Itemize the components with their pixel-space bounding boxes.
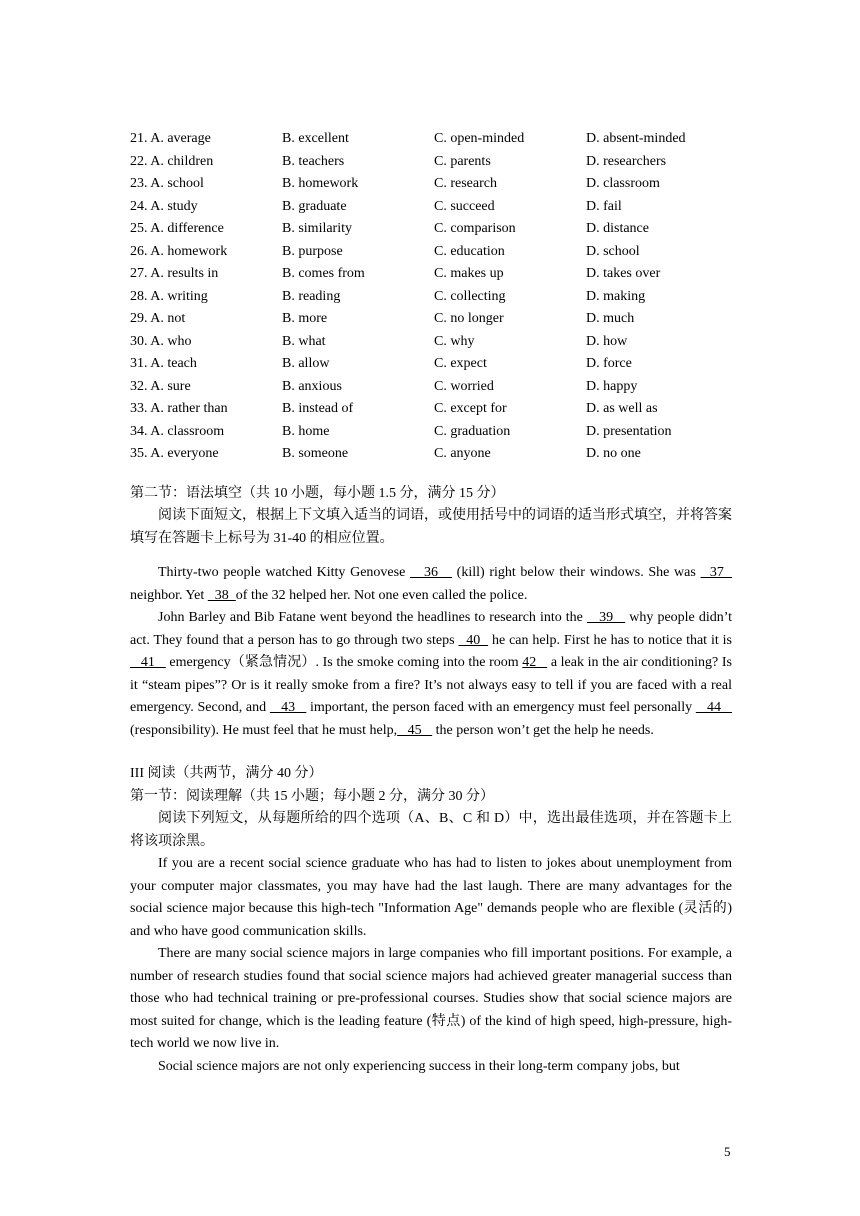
text-run: a leak in the air conditioning? Is it “steam pipes”? Or is it really smoke from a fire? It’s not always easy to tell if you are faced with a real emergency. Second, and <box>130 655 733 715</box>
question-option-b: B. comes from <box>282 266 365 281</box>
blank-44: 44 <box>695 700 732 715</box>
question-option-d: D. presentation <box>586 423 672 439</box>
question-option-a: 32. A. sure <box>130 378 191 394</box>
page-number: 5 <box>724 1144 731 1159</box>
blank-45: 45 <box>397 722 433 738</box>
text-run: (kill) right below their windows. She was <box>451 565 701 580</box>
question-row <box>130 353 686 376</box>
text-run: Thirty-two people watched Kitty Genovese <box>158 565 410 580</box>
question-option-d: D. takes over <box>586 266 661 281</box>
grammar-paragraph-1 <box>130 562 732 607</box>
text-run: why people didn’t act. They found that a person has to go through two steps <box>130 610 733 648</box>
question-option-c: C. open-minded <box>434 131 525 146</box>
question-option-b: B. someone <box>282 446 349 461</box>
question-option-c: C. worried <box>434 378 494 394</box>
question-option-a: 34. A. classroom <box>130 423 225 439</box>
section3-subheading: 第一节：阅读理解（共 15 小题；每小题 2 分，满分 30 分） <box>130 788 494 804</box>
reading-paragraph-1: If you are a recent social science graduate who has had to listen to jokes about unemployment from your computer major classmates, you may have had the last laugh. There are many advantages for the social science major because this high-tech "Information Age" demands people who are flexible (灵活的) and who have good communication skills. <box>130 856 732 939</box>
question-option-a: 31. A. teach <box>130 356 197 371</box>
blank-36: 36 <box>409 565 452 580</box>
question-option-d: D. as well as <box>586 401 658 416</box>
question-option-c: C. no longer <box>434 311 504 326</box>
question-row <box>130 331 686 354</box>
question-option-a: 27. A. results in <box>130 266 219 281</box>
question-option-d: D. force <box>586 356 632 371</box>
question-option-b: B. teachers <box>282 153 345 169</box>
question-option-c: C. research <box>434 176 497 191</box>
question-option-a: 23. A. school <box>130 176 204 191</box>
blank-40: 40 <box>458 632 489 648</box>
question-option-b: B. purpose <box>282 243 343 259</box>
question-option-a: 21. A. average <box>130 131 211 146</box>
question-row <box>130 398 686 421</box>
question-option-a: 28. A. writing <box>130 288 208 304</box>
question-option-c: C. except for <box>434 401 507 416</box>
question-option-d: D. making <box>586 288 646 304</box>
text-run: he can help. First he has to notice that it is <box>488 632 732 648</box>
question-option-a: 35. A. everyone <box>130 446 219 461</box>
question-option-c: C. parents <box>434 153 491 169</box>
question-option-a: 24. A. study <box>130 198 198 214</box>
question-option-a: 33. A. rather than <box>130 401 228 416</box>
question-row <box>130 241 686 264</box>
section3-heading: III 阅读（共两节，满分 40 分） <box>130 766 323 781</box>
question-option-a: 22. A. children <box>130 153 214 169</box>
question-row <box>130 376 686 399</box>
question-row <box>130 173 686 196</box>
question-option-d: D. absent-minded <box>586 131 686 146</box>
text-run: the person won’t get the help he needs. <box>432 722 654 738</box>
cloze-options-table <box>130 128 686 466</box>
question-option-d: D. distance <box>586 221 649 236</box>
cloze-options-body <box>130 128 686 466</box>
question-row <box>130 443 686 466</box>
section2-heading: 第二节：语法填空（共 10 小题，每小题 1.5 分，满分 15 分） <box>130 485 505 501</box>
blank-39: 39 <box>586 610 626 625</box>
question-option-c: C. collecting <box>434 288 506 304</box>
question-option-b: B. homework <box>282 176 359 191</box>
text-run: John Barley and Bib Fatane went beyond the headlines to research into the <box>158 610 587 625</box>
question-option-d: D. much <box>586 311 635 326</box>
question-option-c: C. anyone <box>434 446 491 461</box>
question-option-b: B. excellent <box>282 131 349 146</box>
question-option-b: B. similarity <box>282 221 352 236</box>
question-row <box>130 128 686 151</box>
question-option-a: 30. A. who <box>130 333 192 349</box>
text-run: of the 32 helped her. Not one even called the police. <box>235 587 528 603</box>
question-option-c: C. graduation <box>434 423 511 439</box>
question-option-d: D. researchers <box>586 153 667 169</box>
question-option-c: C. why <box>434 333 475 349</box>
question-option-a: 26. A. homework <box>130 243 228 259</box>
question-option-c: C. education <box>434 243 505 259</box>
question-option-b: B. reading <box>282 288 341 304</box>
question-row <box>130 308 686 331</box>
section2-instruction: 阅读下面短文，根据上下文填入适当的词语，或使用括号中的词语的适当形式填空，并将答案填写在答题卡上标号为 31-40 的相应位置。 <box>130 508 732 546</box>
question-option-c: C. succeed <box>434 198 495 214</box>
grammar-paragraph-2 <box>130 607 732 742</box>
question-row <box>130 421 686 444</box>
question-row <box>130 218 686 241</box>
question-option-b: B. anxious <box>282 378 342 394</box>
text-run: emergency（紧急情况）. Is the smoke coming into the room <box>165 655 523 670</box>
section3-instruction: 阅读下列短文，从每题所给的四个选项（A、B、C 和 D）中，选出最佳选项，并在答题卡上将该项涂黑。 <box>130 811 732 849</box>
question-option-b: B. graduate <box>282 198 347 214</box>
blank-42: 42 <box>522 655 548 670</box>
reading-paragraph-2: There are many social science majors in large companies who fill important positions. For example, a number of research studies found that social science majors had achieved greater managerial success than those who had technical training or pre-professional courses. Studies show that social science majors are most suited for change, which is the leading feature (特点) of the kind of high speed, high-pressure, high-tech world we now live in. <box>130 946 732 1051</box>
question-option-b: B. home <box>282 423 330 439</box>
blank-41: 41 <box>130 655 166 670</box>
question-option-b: B. more <box>282 311 328 326</box>
reading-paragraph-3: Social science majors are not only experiencing success in their long-term company jobs, but <box>158 1058 680 1074</box>
text-run: neighbor. Yet <box>130 587 208 603</box>
question-row <box>130 286 686 309</box>
question-option-b: B. allow <box>282 356 330 371</box>
question-option-b: B. what <box>282 333 326 349</box>
question-option-d: D. happy <box>586 378 638 394</box>
question-option-a: 29. A. not <box>130 311 186 326</box>
question-row <box>130 196 686 219</box>
question-option-d: D. no one <box>586 446 641 461</box>
question-option-c: C. makes up <box>434 266 504 281</box>
question-row <box>130 263 686 286</box>
question-option-c: C. expect <box>434 356 487 371</box>
question-option-d: D. fail <box>586 198 622 214</box>
question-option-d: D. school <box>586 243 640 259</box>
question-option-d: D. classroom <box>586 176 660 191</box>
question-row <box>130 151 686 174</box>
question-option-c: C. comparison <box>434 221 516 236</box>
question-option-a: 25. A. difference <box>130 221 224 236</box>
blank-37: 37 <box>700 565 733 580</box>
document-page <box>130 128 732 1078</box>
question-option-b: B. instead of <box>282 401 354 416</box>
blank-43: 43 <box>269 700 307 715</box>
question-option-d: D. how <box>586 333 628 349</box>
text-run: important, the person faced with an emergency must feel personally <box>306 700 696 715</box>
text-run: (responsibility). He must feel that he must help, <box>130 722 398 738</box>
blank-38: 38 <box>207 587 236 603</box>
